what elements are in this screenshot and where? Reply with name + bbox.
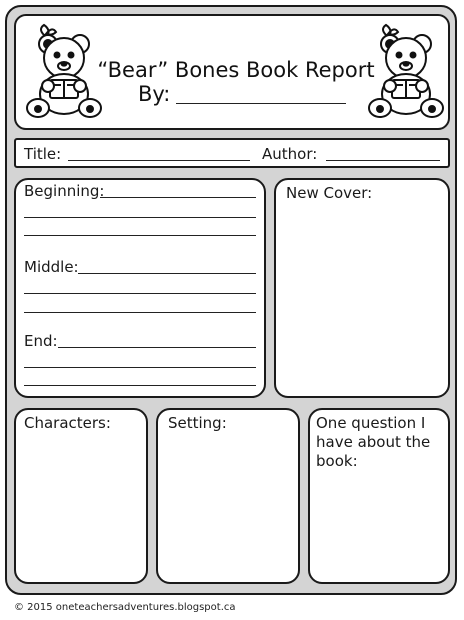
story-box [14, 178, 266, 398]
end-line-2[interactable] [24, 367, 256, 368]
characters-label: Characters: [24, 414, 111, 432]
copyright-footer: © 2015 oneteachersadventures.blogspot.ca [14, 602, 236, 613]
author-line[interactable] [326, 160, 440, 161]
by-label: By: [138, 82, 171, 106]
author-label: Author: [262, 145, 318, 163]
middle-line-2[interactable] [24, 293, 256, 294]
beginning-line-2[interactable] [24, 217, 256, 218]
middle-line-3[interactable] [24, 312, 256, 313]
title-line[interactable] [68, 160, 250, 161]
question-line-1: One question I [316, 414, 426, 432]
end-line-3[interactable] [24, 385, 256, 386]
question-box[interactable] [308, 408, 450, 584]
new-cover-box[interactable] [274, 178, 450, 398]
author-name-line[interactable] [176, 103, 346, 104]
setting-label: Setting: [168, 414, 227, 432]
title-author-bar [14, 138, 450, 168]
end-line-1[interactable] [58, 347, 256, 348]
bear-right-icon [352, 22, 452, 122]
setting-box[interactable] [156, 408, 300, 584]
beginning-line-1[interactable] [100, 197, 256, 198]
header-box [14, 14, 450, 130]
title-label: Title: [24, 145, 62, 163]
beginning-line-3[interactable] [24, 235, 256, 236]
question-line-3: book: [316, 452, 358, 470]
beginning-label: Beginning: [24, 182, 105, 200]
new-cover-label: New Cover: [286, 184, 373, 202]
characters-box[interactable] [14, 408, 148, 584]
report-title: “Bear” Bones Book Report [97, 58, 375, 82]
question-line-2: have about the [316, 433, 431, 451]
end-label: End: [24, 332, 58, 350]
middle-line-1[interactable] [78, 273, 256, 274]
middle-label: Middle: [24, 258, 79, 276]
